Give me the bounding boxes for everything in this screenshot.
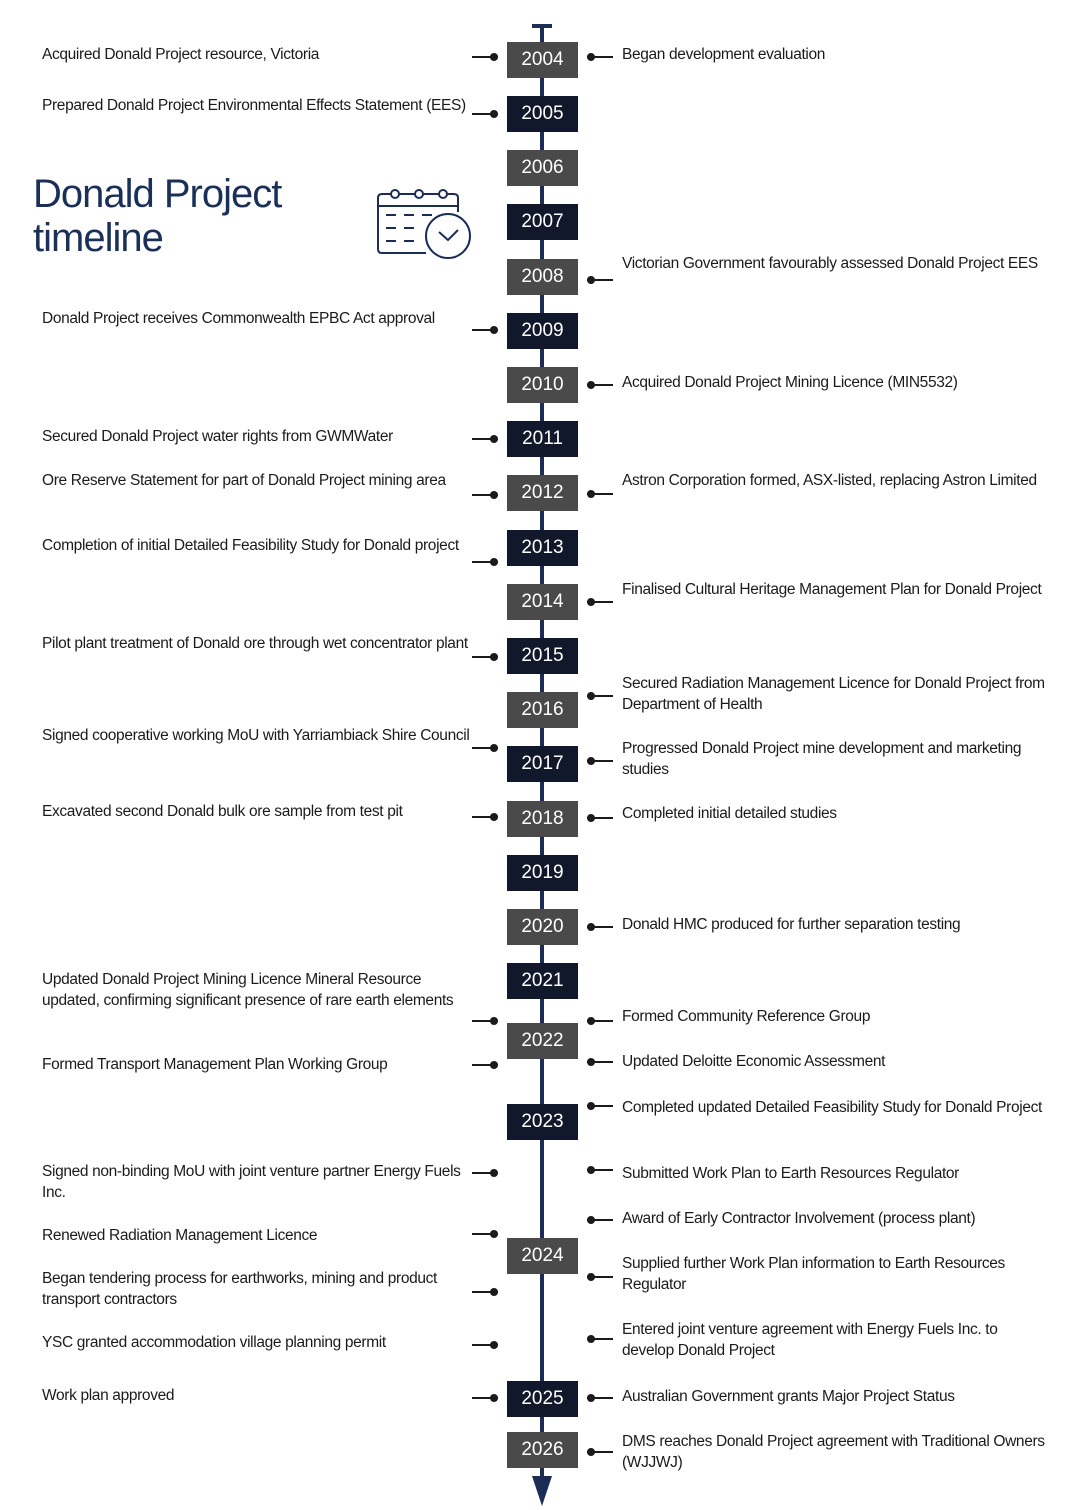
year-marker-2024: 2024 bbox=[507, 1238, 578, 1274]
connector-dot bbox=[587, 1335, 595, 1343]
left-event-text: Ore Reserve Statement for part of Donald Project mining area bbox=[42, 472, 446, 489]
right-event-text: Acquired Donald Project Mining Licence (MIN5532) bbox=[622, 374, 958, 391]
connector-dot bbox=[490, 1230, 498, 1238]
right-event-text: Donald HMC produced for further separation testing bbox=[622, 916, 961, 933]
year-marker-2012: 2012 bbox=[507, 475, 578, 511]
timeline-arrow-down-icon bbox=[532, 1476, 552, 1506]
year-marker-2009: 2009 bbox=[507, 313, 578, 349]
year-marker-2025: 2025 bbox=[507, 1381, 578, 1417]
year-marker-2016: 2016 bbox=[507, 692, 578, 728]
connector-dot bbox=[490, 1169, 498, 1177]
year-marker-2017: 2017 bbox=[507, 746, 578, 782]
page-title-line1: Donald Project bbox=[33, 172, 282, 216]
left-event-text: Formed Transport Management Plan Working Group bbox=[42, 1056, 388, 1073]
right-event-text: Formed Community Reference Group bbox=[622, 1008, 871, 1025]
year-marker-2021: 2021 bbox=[507, 963, 578, 999]
right-event-text: Finalised Cultural Heritage Management Plan for Donald Project bbox=[622, 581, 1042, 598]
calendar-clock-icon bbox=[376, 186, 474, 262]
connector-dot bbox=[587, 923, 595, 931]
right-event-text: DMS reaches Donald Project agreement with Traditional Owners (WJJWJ) bbox=[622, 1433, 1045, 1471]
year-marker-2006: 2006 bbox=[507, 150, 578, 186]
connector-dot bbox=[587, 692, 595, 700]
year-marker-2010: 2010 bbox=[507, 367, 578, 403]
year-marker-2008: 2008 bbox=[507, 259, 578, 295]
page-title-line2: timeline bbox=[33, 216, 163, 260]
connector-dot bbox=[490, 1017, 498, 1025]
connector-dot bbox=[587, 1166, 595, 1174]
left-event-text: Completion of initial Detailed Feasibility Study for Donald project bbox=[42, 537, 459, 554]
right-event-text: Updated Deloitte Economic Assessment bbox=[622, 1053, 886, 1070]
connector-dot bbox=[490, 653, 498, 661]
right-event-text: Submitted Work Plan to Earth Resources Regulator bbox=[622, 1165, 959, 1182]
connector-dot bbox=[587, 490, 595, 498]
connector-dot bbox=[490, 435, 498, 443]
right-event-text: Astron Corporation formed, ASX-listed, replacing Astron Limited bbox=[622, 472, 1037, 489]
year-marker-2004: 2004 bbox=[507, 42, 578, 78]
connector-dot bbox=[587, 276, 595, 284]
connector-dot bbox=[490, 491, 498, 499]
left-event-text: Donald Project receives Commonwealth EPBC Act approval bbox=[42, 310, 435, 327]
year-marker-2026: 2026 bbox=[507, 1432, 578, 1468]
year-marker-2018: 2018 bbox=[507, 801, 578, 837]
right-event-text: Began development evaluation bbox=[622, 46, 826, 63]
connector-dot bbox=[490, 53, 498, 61]
year-marker-2013: 2013 bbox=[507, 530, 578, 566]
connector-dot bbox=[587, 1394, 595, 1402]
year-marker-2015: 2015 bbox=[507, 638, 578, 674]
connector-dot bbox=[587, 1273, 595, 1281]
connector-dot bbox=[490, 558, 498, 566]
left-event-text: Acquired Donald Project resource, Victoria bbox=[42, 46, 320, 63]
connector-dot bbox=[587, 598, 595, 606]
connector-dot bbox=[587, 1216, 595, 1224]
connector-dot bbox=[587, 381, 595, 389]
right-event-text: Completed updated Detailed Feasibility Study for Donald Project bbox=[622, 1099, 1042, 1116]
left-event-text: Updated Donald Project Mining Licence Mineral Resource updated, confirming significant presence of rare earth elements bbox=[42, 971, 454, 1009]
connector-dot bbox=[587, 814, 595, 822]
connector-dot bbox=[490, 1394, 498, 1402]
year-marker-2007: 2007 bbox=[507, 204, 578, 240]
connector-dot bbox=[490, 813, 498, 821]
right-event-text: Progressed Donald Project mine development and marketing studies bbox=[622, 740, 1022, 778]
left-event-text: Pilot plant treatment of Donald ore through wet concentrator plant bbox=[42, 635, 468, 652]
year-marker-2005: 2005 bbox=[507, 96, 578, 132]
connector-dot bbox=[490, 110, 498, 118]
connector-dot bbox=[490, 1288, 498, 1296]
connector-dot bbox=[490, 326, 498, 334]
connector-dot bbox=[587, 53, 595, 61]
page-title bbox=[33, 172, 281, 260]
year-marker-2014: 2014 bbox=[507, 584, 578, 620]
connector-dot bbox=[587, 1017, 595, 1025]
connector-dot bbox=[490, 1341, 498, 1349]
year-marker-2022: 2022 bbox=[507, 1023, 578, 1059]
left-event-text: Excavated second Donald bulk ore sample from test pit bbox=[42, 803, 403, 820]
year-marker-2019: 2019 bbox=[507, 855, 578, 891]
connector-dot bbox=[490, 1061, 498, 1069]
left-event-text: YSC granted accommodation village planning permit bbox=[42, 1334, 386, 1351]
left-event-text: Signed non-binding MoU with joint venture partner Energy Fuels Inc. bbox=[42, 1163, 461, 1201]
right-event-text: Completed initial detailed studies bbox=[622, 805, 837, 822]
left-event-text: Secured Donald Project water rights from GWMWater bbox=[42, 428, 393, 445]
year-marker-2011: 2011 bbox=[507, 421, 578, 457]
left-event-text: Began tendering process for earthworks, mining and product transport contractors bbox=[42, 1270, 437, 1308]
connector-dot bbox=[587, 1102, 595, 1110]
year-marker-2023: 2023 bbox=[507, 1104, 578, 1140]
left-event-text: Signed cooperative working MoU with Yarriambiack Shire Council bbox=[42, 727, 470, 744]
right-event-text: Secured Radiation Management Licence for Donald Project from Department of Health bbox=[622, 675, 1045, 713]
right-event-text: Victorian Government favourably assessed Donald Project EES bbox=[622, 255, 1038, 272]
left-event-text: Prepared Donald Project Environmental Effects Statement (EES) bbox=[42, 97, 466, 114]
connector-dot bbox=[587, 757, 595, 765]
right-event-text: Award of Early Contractor Involvement (process plant) bbox=[622, 1210, 976, 1227]
left-event-text: Work plan approved bbox=[42, 1387, 175, 1404]
connector-dot bbox=[587, 1058, 595, 1066]
connector-dot bbox=[587, 1448, 595, 1456]
right-event-text: Supplied further Work Plan information to Earth Resources Regulator bbox=[622, 1255, 1005, 1293]
connector-dot bbox=[490, 744, 498, 752]
left-event-text: Renewed Radiation Management Licence bbox=[42, 1227, 318, 1244]
timeline-axis-cap bbox=[532, 24, 552, 28]
year-marker-2020: 2020 bbox=[507, 909, 578, 945]
right-event-text: Australian Government grants Major Project Status bbox=[622, 1388, 955, 1405]
right-event-text: Entered joint venture agreement with Energy Fuels Inc. to develop Donald Project bbox=[622, 1321, 998, 1359]
